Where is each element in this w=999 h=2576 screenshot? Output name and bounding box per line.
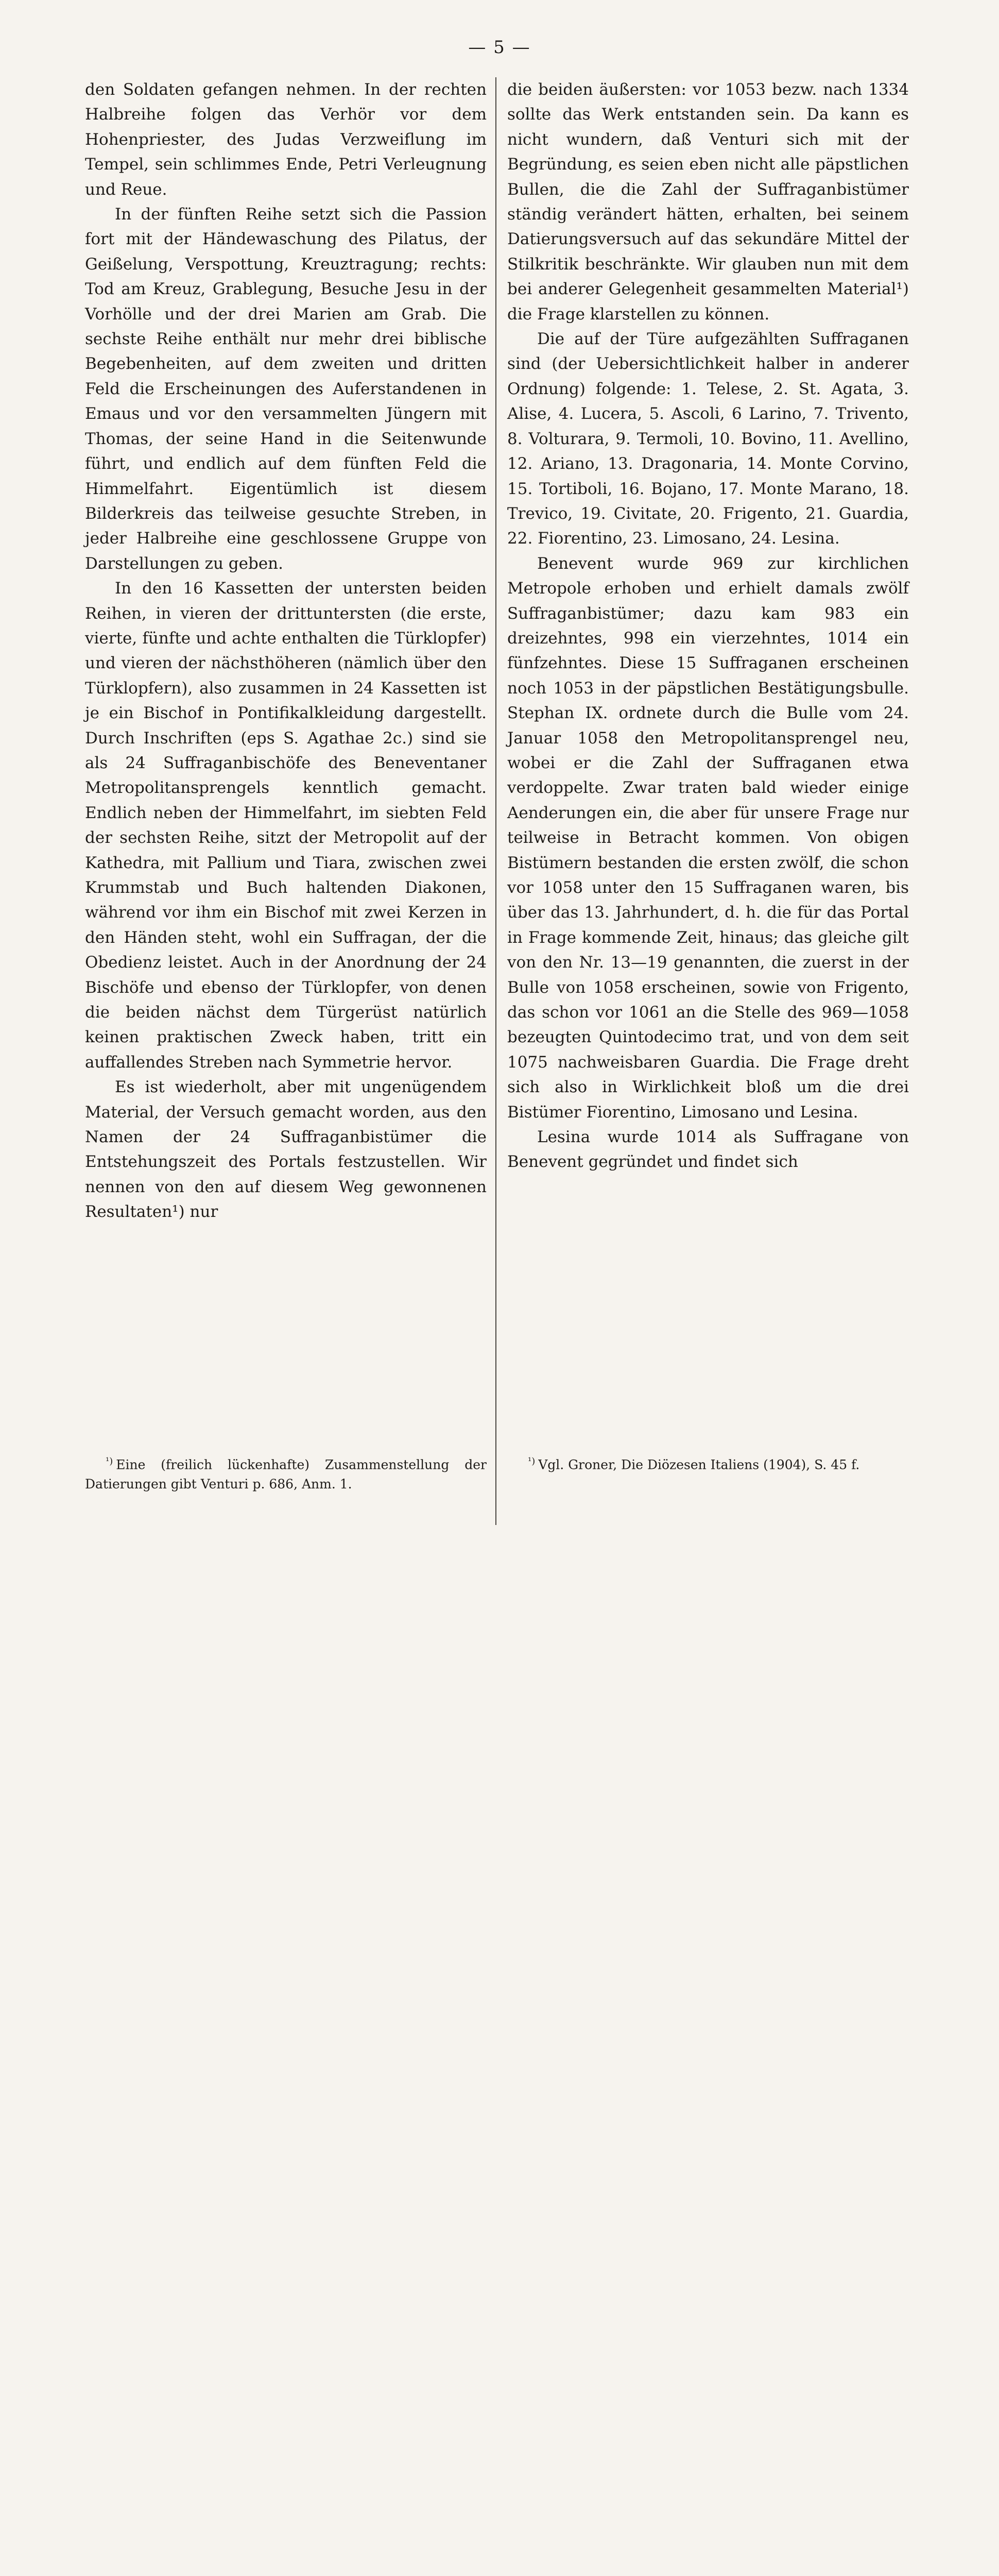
right-footnote-text: Vgl. Groner, Die Diözesen Italiens (1904), S. 45 f. <box>538 1457 860 1472</box>
footnote-mark: ¹) <box>106 1456 113 1467</box>
right-column <box>507 77 909 1175</box>
right-footnote <box>507 1452 909 1475</box>
column-divider <box>495 77 496 1525</box>
left-paragraph-3: In den 16 Kassetten der untersten beiden Reihen, in vieren der drittuntersten (die erste, vierte, fünfte und achte enthalten die Türklopfer) und vieren der nächsthöheren (nämlich über den Türklopfern), also zusammen in 24 Kassetten ist je ein Bischof in Pontifikalkleidung dargestellt. Durch Inschriften (eps S. Agathae 2c.) sind sie als 24 Suffraganbischöfe des Beneventaner Metropolitansprengels kenntlich gemacht. Endlich neben der Himmelfahrt, im siebten Feld der sechsten Reihe, sitzt der Metropolit auf der Kathedra, mit Pallium und Tiara, zwischen zwei Krummstab und Buch haltenden Diakonen, während vor ihm ein Bischof mit zwei Kerzen in den Händen steht, wohl ein Suffragan, der die Obedienz leistet. Auch in der Anordnung der 24 Bischöfe und ebenso der Türklopfer, von denen die beiden nächst dem Türgerüst natürlich keinen praktischen Zweck haben, tritt ein auffallendes Streben nach Symmetrie hervor. <box>85 579 487 1072</box>
right-paragraph-4: Lesina wurde 1014 als Suffragane von Benevent gegründet und findet sich <box>507 1128 909 1172</box>
right-paragraph-2: Die auf der Türe aufgezählten Suffraganen sind (der Uebersichtlichkeit halber in anderer Ordnung) folgende: 1. Telese, 2. St. Agata, 3. Alise, 4. Lucera, 5. Ascoli, 6 Larino, 7. Trivento, 8. Volturara, 9. Termoli, 10. Bovino, 11. Avellino, 12. Ariano, 13. Dragonaria, 14. Monte Corvino, 15. Tortiboli, 16. Bojano, 17. Monte Marano, 18. Trevico, 19. Civitate, 20. Frigento, 21. Guardia, 22. Fiorentino, 23. Limosano, 24. Lesina. <box>507 330 909 548</box>
left-footnote <box>85 1452 487 1494</box>
footer-bar <box>0 1535 999 1615</box>
footnote-mark: ¹) <box>528 1456 536 1467</box>
right-paragraph-3: Benevent wurde 969 zur kirchlichen Metropole erhoben und erhielt damals zwölf Suffraganbistümer; dazu kam 983 ein dreizehntes, 998 ein vierzehntes, 1014 ein fünfzehntes. Diese 15 Suffraganen erscheinen noch 1053 in der päpstlichen Bestätigungsbulle. Stephan IX. ordnete durch die Bulle vom 24. Januar 1058 den Metropolitansprengel neu, wobei er die Zahl der Suffraganen etwa verdoppelte. Zwar traten bald wieder einige Aenderungen ein, die aber für unsere Frage nur teilweise in Betracht kommen. Von obigen Bistümern bestanden die ersten zwölf, die schon vor 1058 unter den 15 Suffraganen waren, bis über das 13. Jahrhundert, d. h. die für das Portal in Frage kommende Zeit, hinaus; das gleiche gilt von den Nr. 13—19 genannten, die zuerst in der Bulle von 1058 erscheinen, sowie von Frigento, das schon vor 1061 an die Stelle des 969—1058 bezeugten Quintodecimo trat, und von dem seit 1075 nachweisbaren Guardia. Die Frage dreht sich also in Wirklichkeit bloß um die drei Bistümer Fiorentino, Limosano und Lesina. <box>507 554 909 1122</box>
left-paragraph-4: Es ist wiederholt, aber mit ungenügendem Material, der Versuch gemacht worden, aus den Namen der 24 Suffraganbistümer die Entstehungszeit des Portals festzustellen. Wir nennen von den auf diesem Weg gewonnenen Resultaten¹) nur <box>85 1078 487 1222</box>
right-paragraph-1: die beiden äußersten: vor 1053 bezw. nach 1334 sollte das Werk entstanden sein. Da kann es nicht wundern, daß Venturi sich mit der Begründung, es seien eben nicht alle päpstlichen Bullen, die die Zahl der Suffraganbistümer ständig verändert hätten, erhalten, bei seinem Datierungsversuch auf das sekundäre Mittel der Stilkritik beschränkte. Wir glauben nun mit dem bei anderer Gelegenheit gesammelten Material¹) die Frage klarstellen zu können. <box>507 80 909 324</box>
left-paragraph-1: den Soldaten gefangen nehmen. In der rechten Halbreihe folgen das Verhör vor dem Hohenpriester, des Judas Verzweiflung im Tempel, sein schlimmes Ende, Petri Verleugnung und Reue. <box>85 80 487 199</box>
left-footnote-text: Eine (freilich lückenhafte) Zusammenstellung der Datierungen gibt Venturi p. 686, Anm. 1. <box>85 1457 487 1492</box>
left-paragraph-2: In der fünften Reihe setzt sich die Passion fort mit der Händewaschung des Pilatus, der Geißelung, Verspottung, Kreuztragung; rechts: Tod am Kreuz, Grablegung, Besuche Jesu in der Vorhölle und der drei Marien am Grab. Die sechste Reihe enthält nur mehr drei biblische Begebenheiten, auf dem zweiten und dritten Feld die Erscheinungen des Auferstandenen in Emaus und vor den versammelten Jüngern mit Thomas, der seine Hand in die Seitenwunde führt, und endlich auf dem fünften Feld die Himmelfahrt. Eigentümlich ist diesem Bilderkreis das teilweise gesuchte Streben, in jeder Halbreihe eine geschlossene Gruppe von Darstellungen zu geben. <box>85 205 487 573</box>
left-column <box>85 77 487 1225</box>
page-number: — 5 — <box>468 37 531 58</box>
